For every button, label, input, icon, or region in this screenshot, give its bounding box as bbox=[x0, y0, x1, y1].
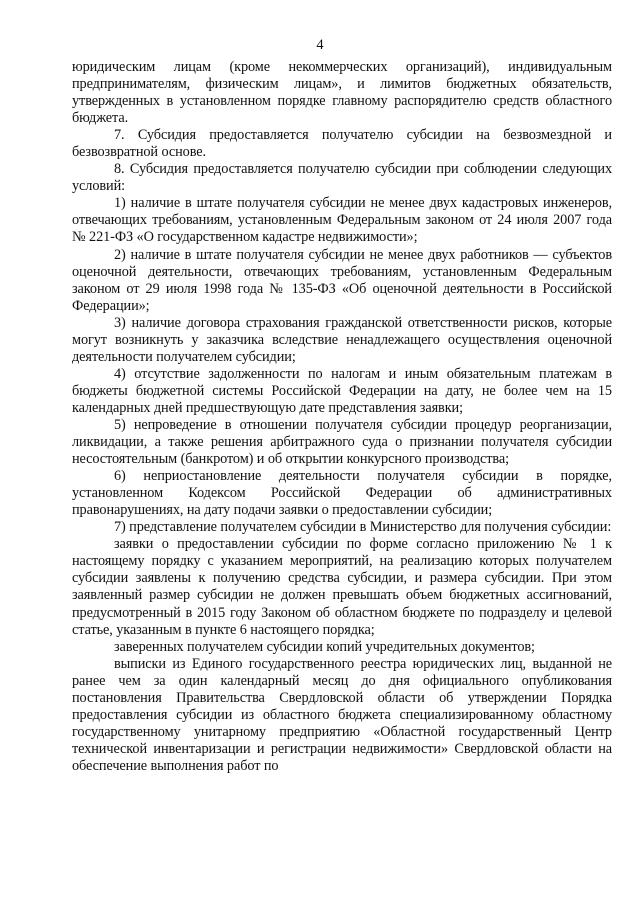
paragraph-condition-6: 6) неприостановление деятельности получателя субсидии в порядке, установленном Кодексом Российской Федерации об административных правонарушениях, на дату подачи заявки о предоставлении субсидии; bbox=[72, 468, 612, 519]
paragraph-condition-3: 3) наличие договора страхования гражданской ответственности рисков, которые могут возникнуть у заказчика вследствие ненадлежащего осуществления оценочной деятельности получателем субсидии; bbox=[72, 314, 612, 365]
paragraph-continuation: юридическим лицам (кроме некоммерческих организаций), индивидуальным предпринимателям, физическим лицам», и лимитов бюджетных обязательств, утвержденных в установленном порядке главному распорядителю средств областного бюджета. bbox=[72, 59, 612, 127]
paragraph-registry-extract: выписки из Единого государственного реестра юридических лиц, выданной не ранее чем за один календарный месяц до дня официального опубликования постановления Правительства Свердловской области об утверждении Порядка предоставления субсидии из областного бюджета специализированному областному государственному унитарному предприятию «Областной государственный Центр технической инвентаризации и регистрации недвижимости» Свердловской области на обеспечение выполнения работ по bbox=[72, 655, 612, 774]
paragraph-clause-8: 8. Субсидия предоставляется получателю субсидии при соблюдении следующих условий: bbox=[72, 161, 612, 195]
paragraph-application: заявки о предоставлении субсидии по форме согласно приложению № 1 к настоящему порядку с указанием мероприятий, на реализацию которых получателем субсидии заявлены к получению средства субсидии, и размера субсидии. При этом заявленный размер субсидии не должен превышать объем бюджетных ассигнований, предусмотренный в 2015 году Законом об областном бюджете по подразделу и целевой статье, указанным в пункте 6 настоящего порядка; bbox=[72, 536, 612, 638]
paragraph-condition-4: 4) отсутствие задолженности по налогам и иным обязательным платежам в бюджеты бюджетной системы Российской Федерации на дату, не более чем на 15 календарных дней предшествующую дате представления заявки; bbox=[72, 365, 612, 416]
paragraph-condition-7: 7) представление получателем субсидии в Министерство для получения субсидии: bbox=[114, 519, 612, 536]
page-number: 4 bbox=[316, 37, 324, 53]
paragraph-clause-7: 7. Субсидия предоставляется получателю субсидии на безвозмездной и безвозвратной основе. bbox=[72, 127, 612, 161]
paragraph-founding-documents: заверенных получателем субсидии копий учредительных документов; bbox=[114, 638, 535, 655]
document-body bbox=[72, 59, 612, 775]
paragraph-condition-2: 2) наличие в штате получателя субсидии не менее двух работников — субъектов оценочной деятельности, отвечающих требованиям, установленным Федеральным законом от 29 июля 1998 года № 135-ФЗ «Об оценочной деятельности в Российской Федерации»; bbox=[72, 246, 612, 314]
paragraph-condition-5: 5) непроведение в отношении получателя субсидии процедур реорганизации, ликвидации, а также решения арбитражного суда о признании получателя субсидии несостоятельным (банкротом) и об открытии конкурсного производства; bbox=[72, 416, 612, 468]
paragraph-condition-1: 1) наличие в штате получателя субсидии не менее двух кадастровых инженеров, отвечающих требованиям, установленным Федеральным законом от 24 июля 2007 года № 221-ФЗ «О государственном кадастре недвижимости»; bbox=[72, 195, 612, 246]
